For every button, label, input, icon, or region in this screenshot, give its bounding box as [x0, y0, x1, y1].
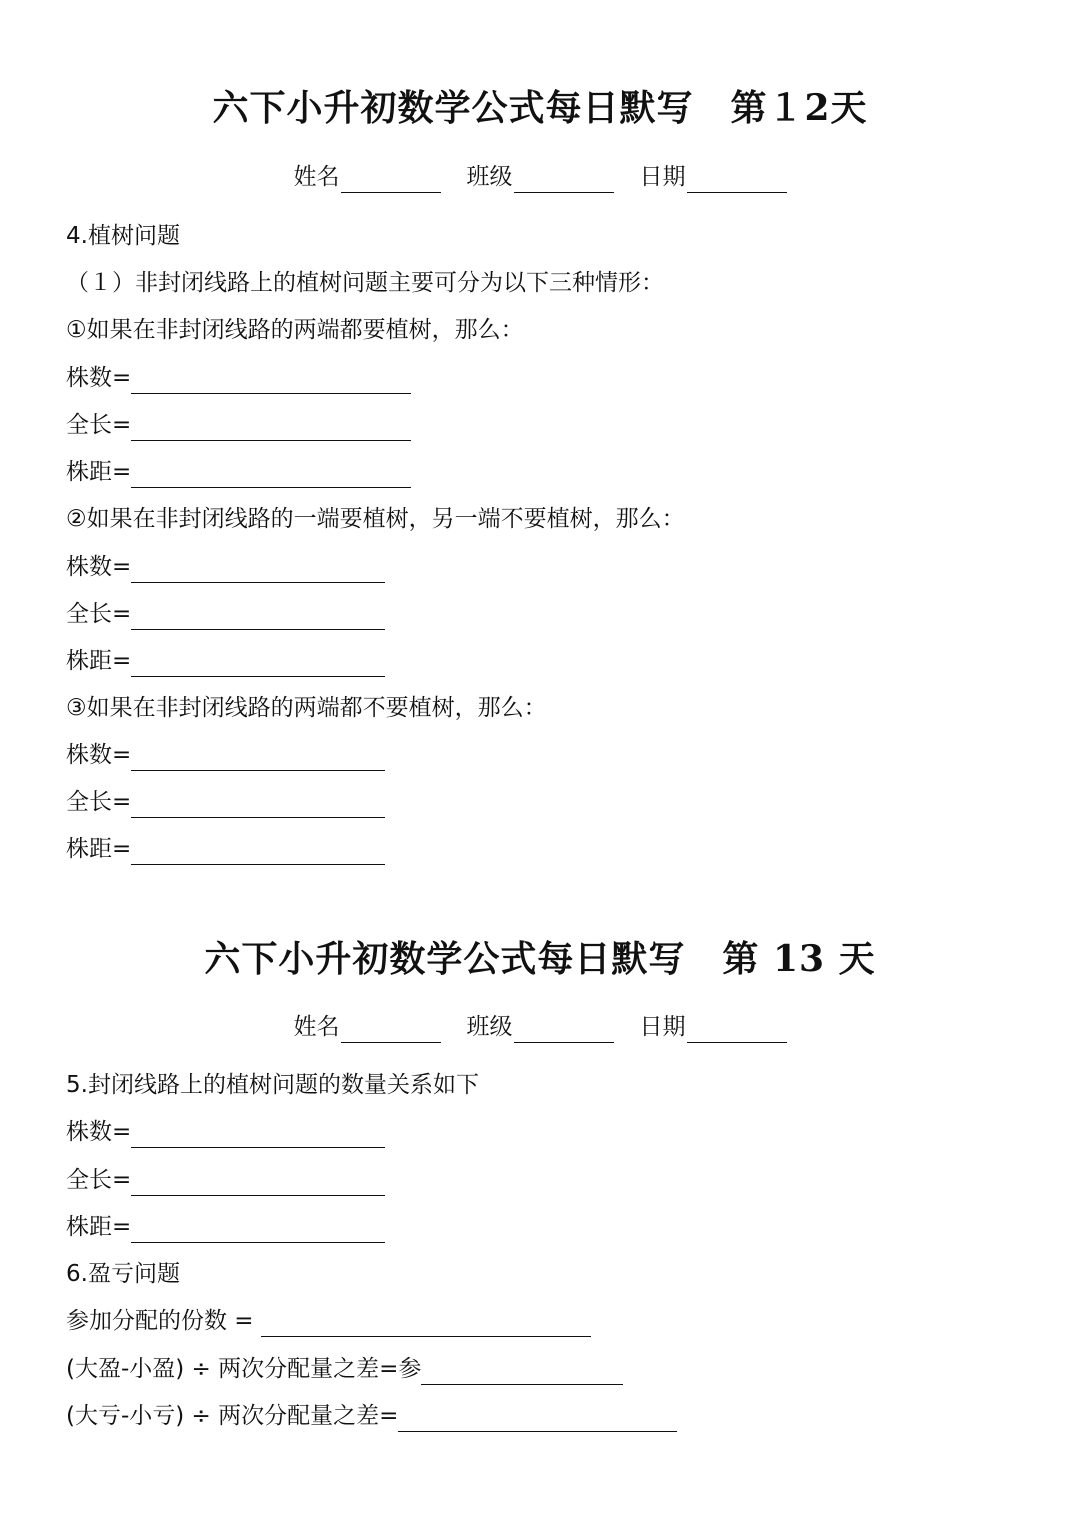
case-heading: ①如果在非封闭线路的两端都要植树，那么：: [66, 317, 524, 343]
formula-line[interactable]: 全长=: [66, 786, 385, 818]
formula-line[interactable]: 参加分配的份数 =: [66, 1305, 591, 1337]
class-blank[interactable]: [514, 1016, 614, 1043]
answer-blank[interactable]: [398, 1405, 677, 1432]
formula-line[interactable]: 株数=: [66, 1116, 385, 1148]
name-field[interactable]: [294, 161, 441, 193]
formula-line[interactable]: 全长=: [66, 409, 411, 441]
formula-line[interactable]: 全长=: [66, 598, 385, 630]
section-heading: 4.植树问题: [66, 223, 180, 249]
formula-line[interactable]: 株数=: [66, 362, 411, 394]
name-blank[interactable]: [341, 166, 441, 193]
student-info-row: [0, 1011, 1080, 1043]
name-field[interactable]: [294, 1011, 441, 1043]
answer-blank[interactable]: [131, 1216, 385, 1243]
student-info-row: [0, 161, 1080, 193]
answer-blank[interactable]: [261, 1310, 591, 1337]
answer-blank[interactable]: [131, 1121, 385, 1148]
date-label: 日期: [639, 1014, 686, 1040]
answer-blank[interactable]: [131, 791, 385, 818]
formula-line[interactable]: 株距=: [66, 456, 411, 488]
formula-line[interactable]: 株距=: [66, 833, 385, 865]
date-field[interactable]: [640, 161, 787, 193]
answer-blank[interactable]: [131, 650, 385, 677]
date-label: 日期: [639, 164, 686, 190]
date-blank[interactable]: [687, 1016, 787, 1043]
section-title: 六下小升初数学公式每日默写 第 13 天: [204, 938, 876, 980]
formula-line[interactable]: 株距=: [66, 1211, 385, 1243]
formula-line[interactable]: (大亏-小亏) ÷ 两次分配量之差=: [66, 1400, 677, 1432]
case-heading: ②如果在非封闭线路的一端要植树，另一端不要植树，那么：: [66, 506, 685, 532]
answer-blank[interactable]: [131, 461, 411, 488]
date-field[interactable]: [640, 1011, 787, 1043]
answer-blank[interactable]: [131, 838, 385, 865]
section-heading: 6.盈亏问题: [66, 1261, 180, 1287]
answer-blank[interactable]: [421, 1358, 623, 1385]
class-blank[interactable]: [514, 166, 614, 193]
answer-blank[interactable]: [131, 414, 411, 441]
answer-blank[interactable]: [131, 367, 411, 394]
section-title: 六下小升初数学公式每日默写 第１2天: [212, 87, 868, 129]
formula-line[interactable]: 株数=: [66, 739, 385, 771]
class-field[interactable]: [467, 161, 614, 193]
formula-line[interactable]: 株数=: [66, 551, 385, 583]
answer-blank[interactable]: [131, 1169, 385, 1196]
class-label: 班级: [466, 1014, 513, 1040]
answer-blank[interactable]: [131, 744, 385, 771]
answer-blank[interactable]: [131, 603, 385, 630]
date-blank[interactable]: [687, 166, 787, 193]
subheading: （１）非封闭线路上的植树问题主要可分为以下三种情形：: [66, 270, 664, 296]
formula-line[interactable]: (大盈-小盈) ÷ 两次分配量之差=参: [66, 1353, 623, 1385]
formula-line[interactable]: 株距=: [66, 645, 385, 677]
section-heading: 5.封闭线路上的植树问题的数量关系如下: [66, 1072, 479, 1098]
case-heading: ③如果在非封闭线路的两端都不要植树，那么：: [66, 695, 547, 721]
name-label: 姓名: [293, 1014, 340, 1040]
name-label: 姓名: [293, 164, 340, 190]
class-label: 班级: [466, 164, 513, 190]
name-blank[interactable]: [341, 1016, 441, 1043]
class-field[interactable]: [467, 1011, 614, 1043]
answer-blank[interactable]: [131, 556, 385, 583]
formula-line[interactable]: 全长=: [66, 1164, 385, 1196]
